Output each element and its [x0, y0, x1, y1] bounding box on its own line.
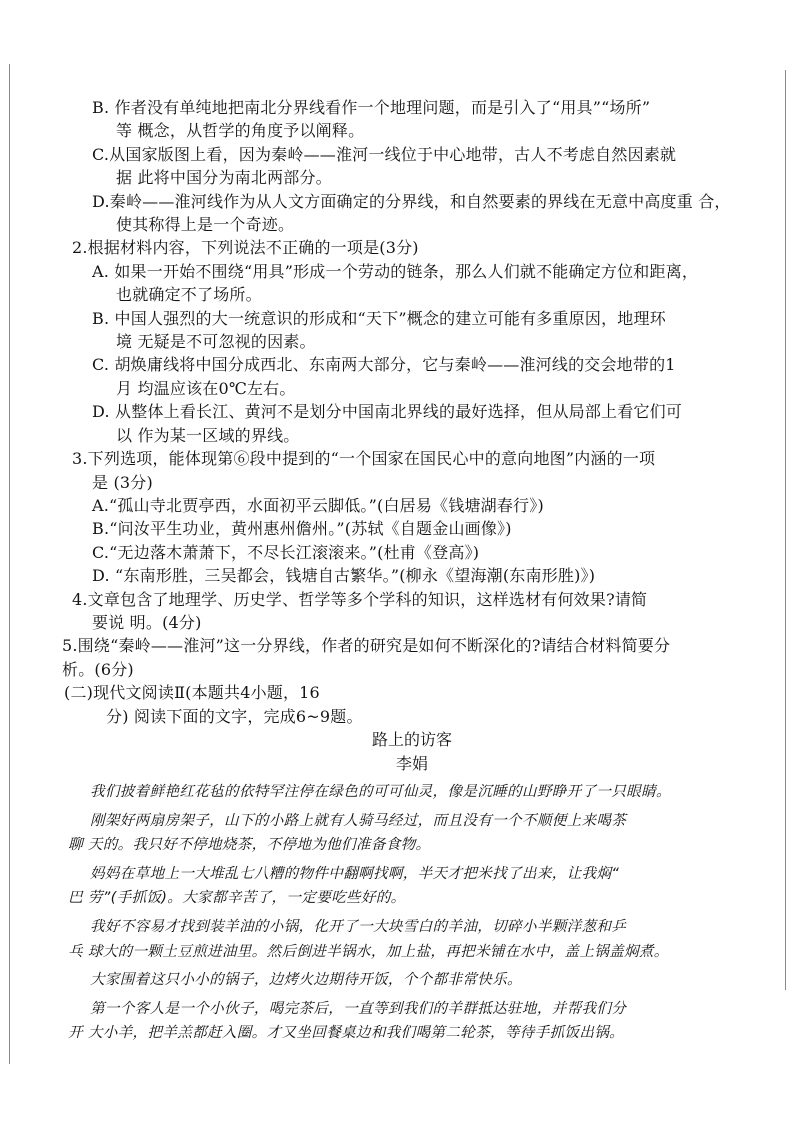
- q3-option-d: D. “东南形胜，三吴都会，钱塘自古繁华。”(柳永《望海潮(东南形胜)》): [92, 566, 596, 586]
- q2-option-d-line2: 以 作为某一区域的界线。: [116, 425, 300, 445]
- passage-author: 李娟: [395, 753, 428, 773]
- page-border-left: [9, 64, 10, 1064]
- question-2: [62, 236, 762, 447]
- passage-paragraph-2-line2: 聊 天的。我只好不停地烧茶，不停地为他们准备食物。: [68, 836, 431, 854]
- q2-stem: 2.根据材料内容，下列说法不正确的一项是(3分): [72, 238, 419, 258]
- q5-line2: 析。(6分): [62, 659, 134, 679]
- q1-option-d-line1: D.秦岭——淮河线作为从人文方面确定的分界线，和自然要素的界线在无意中高度重 合，: [92, 191, 731, 211]
- question-5: [62, 634, 762, 681]
- q2-option-a-line2: 也就确定不了场所。: [116, 285, 262, 305]
- passage-paragraph-5: 大家围着这只小小的锅子，边烤火边期待开饭，个个都非常快乐。: [90, 971, 522, 989]
- passage-paragraph-6-line2: 开 大小羊，把羊羔都赶入圈。才又坐回餐桌边和我们喝第二轮茶，等待手抓饭出锅。: [68, 1024, 625, 1042]
- q3-option-c: C.“无边落木萧萧下，不尽长江滚滚来。”(杜甫《登高》): [92, 542, 480, 562]
- q2-option-c-line2: 月 均温应该在0℃左右。: [116, 378, 296, 398]
- passage-paragraph-2-line1: 刚架好两扇房架子，山下的小路上就有人骑马经过，而且没有一个不顺便上来喝茶: [90, 811, 627, 829]
- passage-paragraph-6-line1: 第一个客人是一个小伙子，喝完茶后，一直等到我们的羊群抵达驻地，并帮我们分: [90, 999, 627, 1017]
- passage-paragraph-1: 我们披着鲜艳红花毡的依特罕注停在绿色的可可仙灵，像是沉睡的山野睁开了一只眼睛。: [90, 782, 671, 800]
- q5-line1: 5.围绕“秦岭——淮河”这一分界线，作者的研究是如何不断深化的?请结合材料简要分: [62, 636, 671, 656]
- q1-option-b-line2: 等 概念，从哲学的角度予以阐释。: [116, 121, 365, 141]
- q4-line2: 要说 明。(4分): [92, 612, 202, 632]
- q3-stem-line2: 是 (3分): [92, 472, 153, 492]
- exam-page: [62, 96, 762, 1046]
- q2-option-a-line1: A. 如果一开始不围绕“用具”形成一个劳动的链条，那么人们就不能确定方位和距离，: [92, 261, 699, 281]
- q2-option-d-line1: D. 从整体上看长江、黄河不是划分中国南北界线的最好选择，但从局部上看它们可: [92, 402, 683, 422]
- passage-paragraph-4-line2: 乓 球大的一颗土豆煎进油里。然后倒进半锅水，加上盐，再把米铺在水中，盖上锅盖焖煮。: [68, 942, 669, 960]
- reading-passage: [62, 728, 762, 1046]
- section-2-line1: (二)现代文阅读Ⅱ(本题共4小题，16: [64, 683, 320, 703]
- page-border-right: [785, 70, 786, 990]
- passage-title: 路上的访客: [371, 729, 452, 749]
- passage-paragraph-3-line2: 巴 劳”(手抓饭)。大家都辛苦了，一定要吃些好的。: [68, 889, 406, 907]
- q1-option-c-line1: C.从国家版图上看，因为秦岭——淮河一线位于中心地带，古人不考虑自然因素就: [92, 144, 677, 164]
- q2-option-b-line1: B. 中国人强烈的大一统意识的形成和“天下”概念的建立可能有多重原因，地理环: [92, 308, 666, 328]
- question-1-options: [62, 96, 762, 236]
- q1-option-d-line2: 使其称得上是一个奇迹。: [116, 215, 295, 235]
- passage-paragraph-4-line1: 我好不容易才找到装羊油的小锅，化开了一大块雪白的羊油，切碎小半颗洋葱和乒: [90, 917, 627, 935]
- q1-option-b-line1: B. 作者没有单纯地把南北分界线看作一个地理问题，而是引入了“用具”“场所”: [92, 98, 651, 117]
- passage-paragraph-3-line1: 妈妈在草地上一大堆乱七八糟的物件中翻啊找啊，半天才把米找了出来，让我焖“: [90, 864, 620, 882]
- question-3: [62, 447, 762, 587]
- q4-line1: 4.文章包含了地理学、历史学、哲学等多个学科的知识，这样选材有何效果?请简: [72, 589, 648, 609]
- q1-option-c-line2: 据 此将中国分为南北两部分。: [116, 168, 332, 188]
- q3-stem-line1: 3.下列选项，能体现第⑥段中提到的“一个国家在国民心中的意向地图”内涵的一项: [72, 449, 656, 469]
- section-2-line2: 分) 阅读下面的文字，完成6~9题。: [106, 706, 363, 726]
- question-4: [62, 588, 762, 635]
- q3-option-a: A.“孤山寺北贾亭西，水面初平云脚低。”(白居易《钱塘湖春行》): [92, 495, 544, 515]
- q2-option-c-line1: C. 胡焕庸线将中国分成西北、东南两大部分，它与秦岭——淮河线的交会地带的1: [92, 355, 676, 375]
- q3-option-b: B.“问汝平生功业，黄州惠州儋州。”(苏轼《自题金山画像》): [92, 519, 512, 539]
- q2-option-b-line2: 境 无疑是不可忽视的因素。: [116, 332, 316, 352]
- section-2-header: [62, 681, 762, 728]
